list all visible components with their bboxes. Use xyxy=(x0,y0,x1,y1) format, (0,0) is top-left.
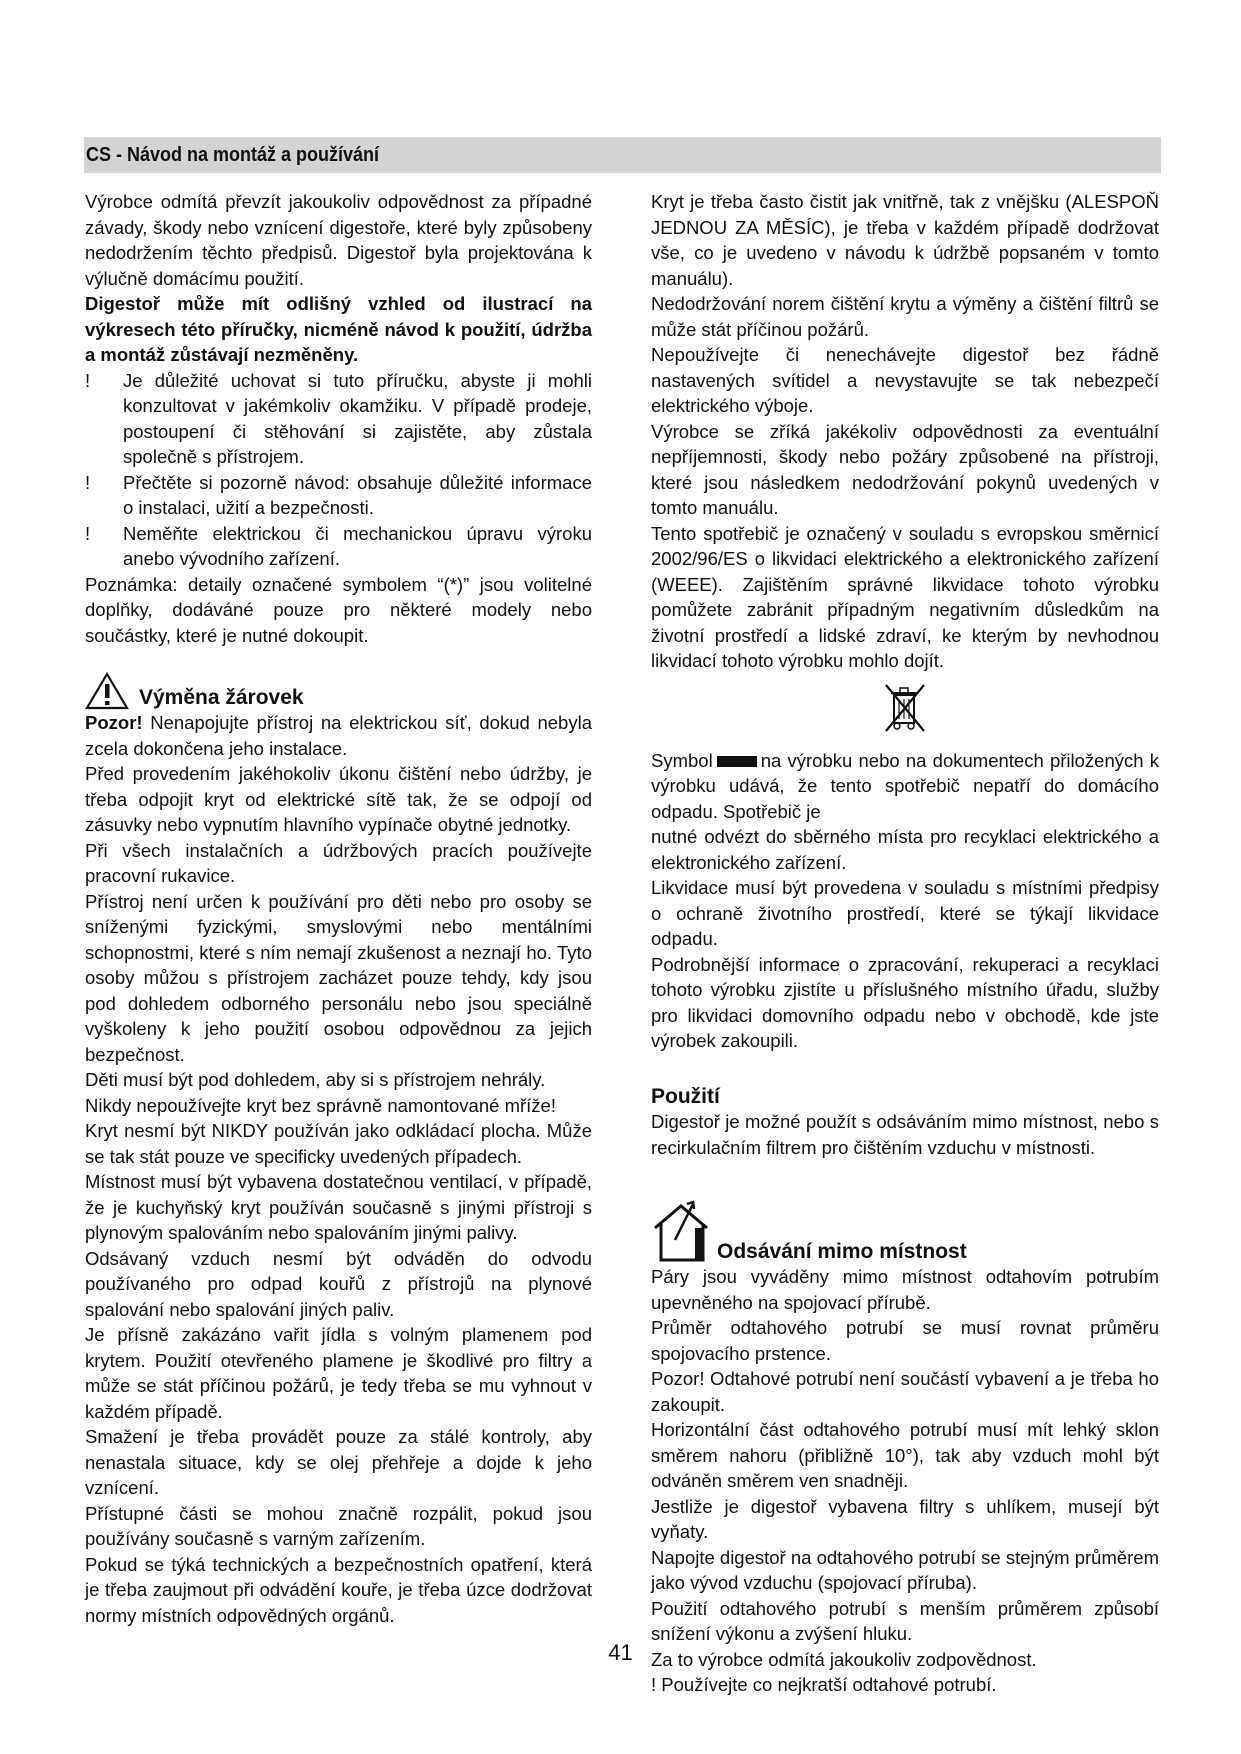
disposal-paragraph: Likvidace musí být provedena v souladu s místními předpisy o ochraně životního prostředí, které se týkají likvidace odpadu. xyxy=(651,877,1159,949)
maintenance-paragraph: Nepoužívejte či nenechávejte digestoř bez řádně nastavených svítidel a nevystavujte se tak nebezpečí elektrického výboje. xyxy=(651,344,1159,416)
exclamation-mark: ! xyxy=(85,522,91,544)
extraction-paragraph: Za to výrobce odmítá jakoukoliv zodpovědnost. xyxy=(651,1648,1037,1670)
weee-symbol-wrapper xyxy=(651,678,1159,738)
disposal-paragraph: Podrobnější informace o zpracování, rekuperaci a recyklaci tohoto výrobku zjistíte u příslušného místního úřadu, služby pro likvidaci domovního odpadu nebo v obchodě, kde jste výrobek zakoupili. xyxy=(651,953,1159,1051)
maintenance-paragraph: Nedodržování norem čištění krytu a výměny a čištění filtrů se může stát příčinou požárů. xyxy=(651,293,1159,340)
bullet-text: Je důležité uchovat si tuto příručku, abyste ji mohli konzultovat v jakémkoliv okamžiku. V případě prodeje, postoupení či stěhování si zajistěte, aby zůstala společně s přístrojem. xyxy=(123,369,592,467)
extraction-title: Odsávání mimo místnost xyxy=(717,1239,967,1263)
bullet-text: Přečtěte si pozorně návod: obsahuje důležité informace o instalaci, užití a bezpečnosti. xyxy=(123,471,592,518)
safety-paragraph: Přístroj není určen k používání pro děti nebo pro osoby se sníženými fyzickými, smyslovými nebo mentálními schopnostmi, které s ním nemají zkušenost a neznají ho. Tyto osoby můžou s přístrojem zacházet pouze tehdy, kdy jsou pod dohledem odborného personálu nebo jsou speciálně vyškoleny k jeho použití osobou odpovědnou za jejich bezpečnost. xyxy=(85,890,592,1065)
crossed-bin-icon xyxy=(880,681,930,735)
extraction-paragraph: Napojte digestoř na odtahového potrubí se stejným průměrem jako vývod vzduchu (spojovací příruba). xyxy=(651,1546,1160,1593)
safety-paragraph: Nikdy nepoužívejte kryt bez správně namontované mříže! xyxy=(85,1094,556,1116)
bullet-item xyxy=(85,521,592,572)
symbol-text: na výrobku nebo na dokumentech přiložených k výrobku udává, že tento spotřebič nepatří do domácího odpadu. Spotřebič je xyxy=(651,749,1159,822)
extraction-paragraph: Jestliže je digestoř vybavena filtry s uhlíkem, musejí být vyňaty. xyxy=(651,1495,1159,1542)
maintenance-paragraph: Výrobce se zříká jakékoliv odpovědnosti za eventuální nepříjemnosti, škody nebo požáry způsobené na přístroji, které jsou následkem nedodržování pokynů uvedených v tomto manuálu. xyxy=(651,420,1159,518)
bullet-item xyxy=(85,368,592,470)
extraction-paragraph: Použití odtahového potrubí s menším průměrem způsobí snížení výkonu a zvýšení hluku. xyxy=(651,1597,1159,1644)
safety-paragraph: Přístupné části se mohou značně rozpálit, pokud jsou používány současně s varným zařízením. xyxy=(85,1502,592,1549)
safety-paragraph: Smažení je třeba provádět pouze za stálé kontroly, aby nenastala situace, kdy se olej přehřeje a dojde k jeho vznícení. xyxy=(85,1426,592,1498)
black-bar-symbol-icon xyxy=(717,756,757,767)
appearance-note: Digestoř může mít odlišný vzhled od ilustrací na výkresech této příručky, nicméně návod k použití, údržba a montáž zůstávají nezměněny. xyxy=(85,293,592,365)
safety-paragraph: Místnost musí být vybavena dostatečnou ventilací, v případě, že je kuchyňský kryt používán současně s jinými přístroji s plynovým spalováním nebo spalováním jinými palivy. xyxy=(85,1171,592,1243)
safety-paragraph: Pokud se týká technických a bezpečnostních opatření, která je třeba zaujmout při odvádění kouře, je třeba úzce dodržovat normy místních odpovědných orgánů. xyxy=(85,1553,592,1626)
extraction-section-heading xyxy=(651,1192,1159,1264)
safety-paragraph: Děti musí být pod dohledem, aby si s přístrojem nehrály. xyxy=(85,1069,546,1090)
extraction-paragraph: Horizontální část odtahového potrubí musí mít lehký sklon směrem nahoru (přibližně 10°), tak aby vzduch mohl být odváněn směrem ven snadněji. xyxy=(651,1419,1159,1491)
bulbs-title: Výměna žárovek xyxy=(139,685,304,709)
exclamation-mark: ! xyxy=(85,369,91,391)
intro-paragraph: Výrobce odmítá převzít jakoukoliv odpovědnost za případné závady, škody nebo vznícení digestoře, které byly způsobeny nedodržením těchto předpisů. Digestoř byla projektována k výlučně domácímu použití. xyxy=(85,191,592,289)
use-paragraph: Digestoř je možné použít s odsáváním mimo místnost, nebo s recirkulačním filtrem pro čištěním vzduchu v místnosti. xyxy=(651,1111,1159,1158)
optional-parts-note: Poznámka: detaily označené symbolem “(*)” jsou volitelné doplňky, dodáváné pouze pro některé modely nebo součástky, které je nutné dokoupit. xyxy=(85,573,592,646)
bullet-text: Neměňte elektrickou či mechanickou úpravu výroku anebo vývodního zařízení. xyxy=(123,522,592,569)
page-number: 41 xyxy=(608,1640,633,1665)
warning-triangle-icon xyxy=(85,672,129,710)
safety-paragraph: Před provedením jakéhokoliv úkonu čištění nebo údržby, je třeba odpojit kryt od elektrické sítě tak, že se odpojí od zásuvky nebo vypnutím hlavního vypínače obytné jednotky. xyxy=(85,763,592,835)
warning-paragraph xyxy=(85,710,592,761)
extraction-paragraph: ! Používejte co nejkratší odtahové potrubí. xyxy=(651,1674,997,1695)
safety-paragraph: Je přísně zakázáno vařit jídla s volným plamenem pod krytem. Použití otevřeného plamene je škodlivé pro filtry a může se stát příčinou požárů, je tedy třeba se mu vyhnout v každém případě. xyxy=(85,1324,592,1422)
left-column xyxy=(85,189,592,1628)
maintenance-paragraph: Kryt je třeba často čistit jak vnitřně, tak z vnějšku (ALESPOŇ JEDNOU ZA MĚSÍC), je třeba v každém případě dodržovat vše, co je uvedeno v návodu k údržbě popsaném v tomto manuálu). xyxy=(651,191,1159,289)
bulbs-section-heading xyxy=(85,670,592,710)
weee-paragraph: Tento spotřebič je označený v souladu s evropskou směrnicí 2002/96/ES o likvidaci elektrického a elektronického zařízení (WEEE). Zajištěním správné likvidace tohoto výrobku pomůžete zabránit případným negativním důsledkům na životní prostředí a lidské zdraví, ke kterým by nevhodnou likvidací tohoto výrobku mohlo dojít. xyxy=(651,522,1159,671)
safety-paragraph: Odsávaný vzduch nesmí být odváděn do odvodu používaného pro odpad kouřů z přístrojů na plynové spalování nebo spalování jiných paliv. xyxy=(85,1247,592,1320)
section-title: CS - Návod na montáž a používání xyxy=(86,144,380,166)
house-exhaust-icon xyxy=(651,1198,711,1264)
use-section xyxy=(651,1084,1159,1161)
safety-paragraph: Při všech instalačních a údržbových pracích používejte pracovní rukavice. xyxy=(85,839,592,886)
extraction-paragraph: Pozor! Odtahové potrubí není součástí vybavení a je třeba ho zakoupit. xyxy=(651,1368,1159,1415)
use-title: Použití xyxy=(651,1084,720,1108)
symbol-paragraph xyxy=(651,748,1159,825)
bullet-item xyxy=(85,470,592,521)
symbol-word: Symbol xyxy=(651,749,713,771)
safety-paragraph: Kryt nesmí být NIKDY používán jako odkládací plocha. Může se tak stát pouze ve specificky uvedených případech. xyxy=(85,1120,592,1167)
exclamation-mark: ! xyxy=(85,471,91,493)
warning-label: Pozor! xyxy=(85,712,143,733)
extraction-paragraph: Páry jsou vyváděny mimo místnost odtahovím potrubím upevněného na spojovací přírubě. xyxy=(651,1266,1159,1313)
warning-text: Nenapojujte přístroj na elektrickou síť, dokud nebyla zcela dokončena jeho instalace. xyxy=(85,712,592,759)
disposal-paragraph: nutné odvézt do sběrného místa pro recyklaci elektrického a elektronického zařízení. xyxy=(651,826,1159,873)
extraction-paragraph: Průměr odtahového potrubí se musí rovnat průměru spojovacího prstence. xyxy=(651,1317,1159,1364)
right-column xyxy=(651,189,1159,1698)
